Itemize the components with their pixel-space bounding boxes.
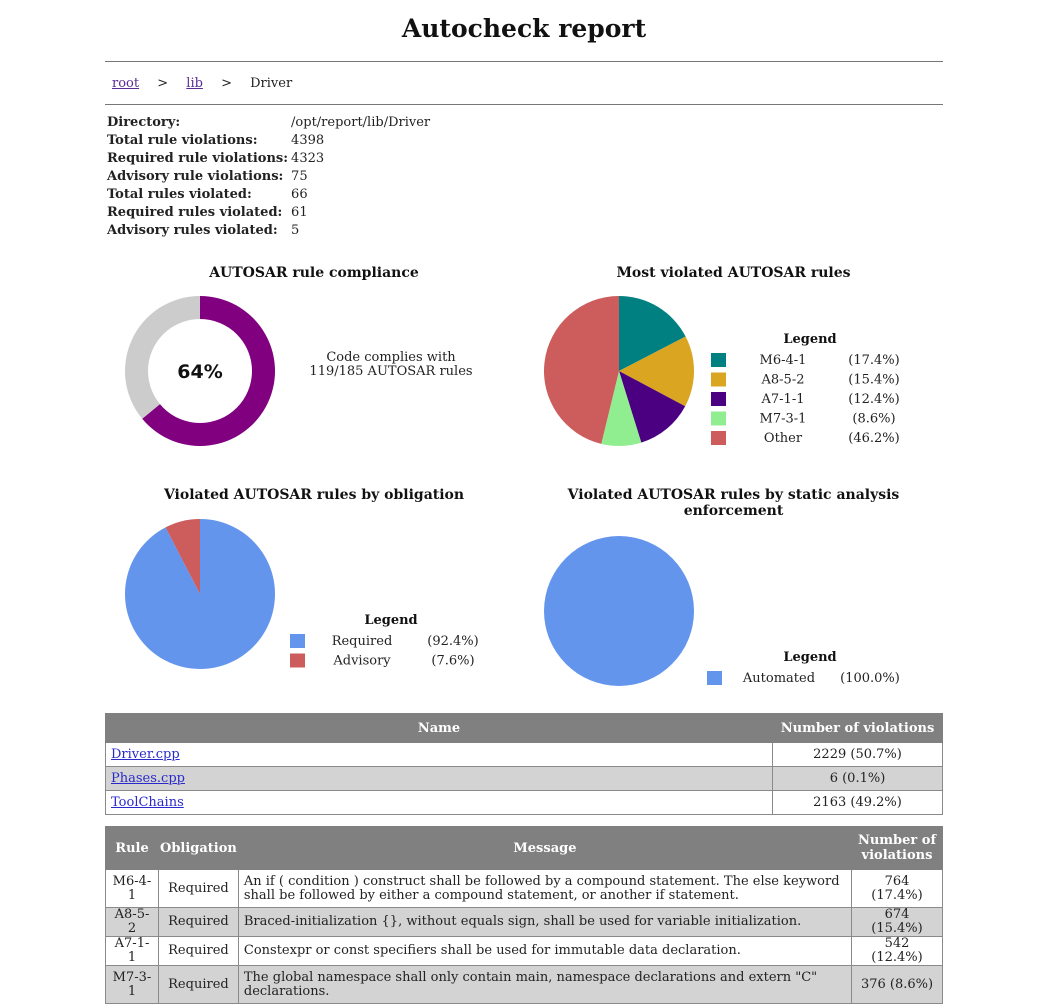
rule-count: 376 (8.6%) [852,966,943,1004]
file-count: 2163 (49.2%) [773,791,943,815]
summary-label: Total rules violated: [107,186,252,202]
files-table [105,713,943,815]
legend-swatch-a7-1-1 [711,392,726,406]
breadcrumb [112,76,292,91]
legend-label: Advisory [333,653,391,669]
rule-message: Constexpr or const specifiers shall be used for immutable data declaration. [238,937,851,966]
breadcrumb-separator: > [221,76,232,91]
table-row [106,937,943,966]
files-header-count: Number of violations [773,714,943,743]
table-row [106,908,943,937]
summary-label: Required rule violations: [107,150,289,166]
summary-row [106,221,432,239]
file-link[interactable]: ToolChains [111,795,184,810]
legend-label: A7-1-1 [761,392,805,407]
compliance-chart-title: AUTOSAR rule compliance [209,265,419,281]
legend-title: Legend [364,613,418,628]
rule-obligation: Required [159,937,239,966]
summary-label: Directory: [107,114,181,130]
legend-percentage: (15.4%) [848,372,900,388]
legend-swatch-automated [707,671,722,685]
summary-label: Required rules violated: [107,204,283,220]
summary-value: 66 [291,186,308,202]
rules-table [105,826,943,1004]
files-table-header [106,714,943,743]
divider [105,61,943,62]
rule-id: M6-4-1 [106,870,159,908]
legend-percentage: (100.0%) [840,671,900,686]
table-row [106,791,943,815]
summary-value: 5 [291,222,300,238]
summary-label: Advisory rules violated: [107,222,278,238]
file-count: 6 (0.1%) [773,767,943,791]
rule-obligation: Required [159,908,239,937]
legend-title: Legend [783,650,837,665]
rules-table-header [106,827,943,870]
legend-swatch-required [290,634,305,648]
rules-header-rule: Rule [106,827,159,870]
enforcement-chart-title: Violated AUTOSAR rules by static analysis enforcement [567,487,900,519]
legend-swatch-other [711,431,726,445]
enforcement-pie-chart [534,529,934,694]
rule-message: Braced-initialization {}, without equals sign, shall be used for variable initialization. [238,908,851,937]
legend-percentage: (7.6%) [431,653,475,669]
summary-value: 61 [291,204,308,220]
compliance-donut-chart [115,290,285,455]
table-row [106,870,943,908]
rule-id: A7-1-1 [106,937,159,966]
rule-obligation: Required [159,870,239,908]
table-row [106,966,943,1004]
rule-id: A8-5-2 [106,908,159,937]
summary-table [106,113,432,239]
rule-message: The global namespace shall only contain main, namespace declarations and extern "C" declarations. [238,966,851,1004]
summary-label: Advisory rule violations: [107,168,284,184]
obligation-pie-chart [115,512,515,677]
legend-percentage: (12.4%) [848,392,900,407]
legend-label: A8-5-2 [761,372,805,388]
file-link[interactable]: Phases.cpp [111,771,185,786]
legend-title: Legend [783,332,837,347]
rules-header-message: Message [238,827,851,870]
table-row [106,743,943,767]
divider [105,104,943,105]
page-title: Autocheck report [401,14,647,43]
summary-value: 75 [291,168,308,184]
breadcrumb-separator: > [157,76,169,91]
rule-count: 542 (12.4%) [852,937,943,966]
file-count: 2229 (50.7%) [773,743,943,767]
most-violated-pie-chart [534,290,934,455]
legend-percentage: (92.4%) [427,634,479,649]
legend-label: M6-4-1 [759,353,807,368]
summary-label: Total rule violations: [107,132,258,148]
rules-header-count: Number of violations [852,827,943,870]
summary-row [106,113,432,131]
legend-swatch-m6-4-1 [711,353,726,367]
legend-label: M7-3-1 [759,411,807,427]
summary-value: /opt/report/lib/Driver [291,114,431,130]
legend-percentage: (8.6%) [852,411,896,427]
breadcrumb-current: Driver [250,76,293,91]
rule-id: M7-3-1 [106,966,159,1004]
summary-value: 4398 [291,132,325,148]
summary-value: 4323 [291,150,325,166]
legend-swatch-a8-5-2 [711,373,726,387]
file-link[interactable]: Driver.cpp [111,747,180,762]
most-violated-chart-title: Most violated AUTOSAR rules [616,265,851,281]
obligation-chart-title: Violated AUTOSAR rules by obligation [163,487,465,503]
files-header-name: Name [106,714,773,743]
legend-label: Required [331,634,393,649]
summary-row [106,131,432,149]
rules-header-obligation: Obligation [159,827,239,870]
legend-label: Automated [742,671,816,686]
legend-swatch-advisory [290,654,305,668]
compliance-text: Code complies with 119/185 AUTOSAR rules [309,350,473,379]
table-row [106,767,943,791]
summary-row [106,167,432,185]
breadcrumb-link-lib[interactable]: lib [186,76,203,91]
legend-percentage: (46.2%) [848,431,900,446]
rule-count: 674 (15.4%) [852,908,943,937]
pie-slice-automated [544,536,694,686]
breadcrumb-link-root[interactable]: root [112,76,140,91]
summary-row [106,149,432,167]
legend-percentage: (17.4%) [848,353,900,368]
compliance-percentage: 64% [177,361,223,383]
legend-label: Other [763,431,803,446]
legend-swatch-m7-3-1 [711,412,726,426]
rule-count: 764 (17.4%) [852,870,943,908]
summary-row [106,185,432,203]
rule-obligation: Required [159,966,239,1004]
summary-row [106,203,432,221]
rule-message: An if ( condition ) construct shall be followed by a compound statement. The else keyword shall be followed by either a compound statement, or another if statement. [238,870,851,908]
